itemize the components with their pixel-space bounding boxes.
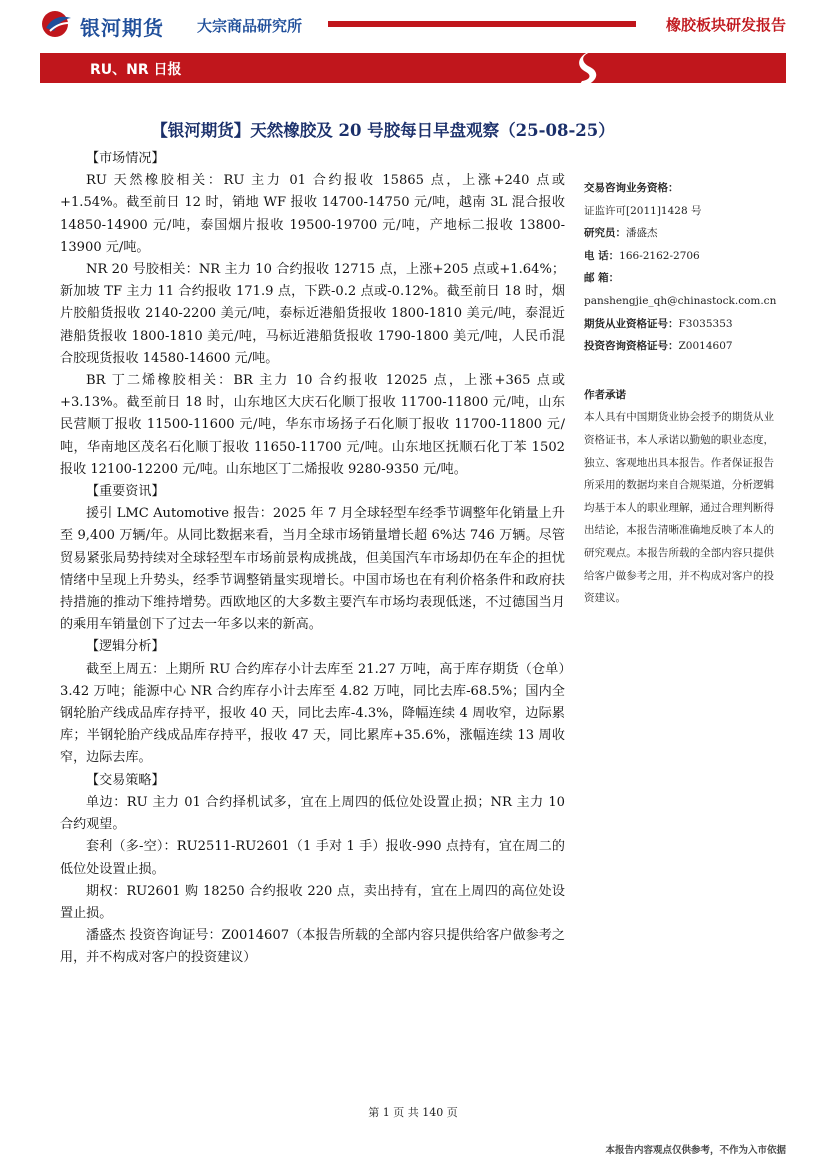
paragraph: 单边：RU 主力 01 合约择机试多，宜在上周四的低位处设置止损；NR 主力 10 合约观望。 [60,794,565,833]
banner-title: RU、NR 日报 [90,62,182,78]
report-body [60,148,565,970]
report-type: 橡胶板块研发报告 [665,16,786,34]
phone-value: 166-2162-2706 [619,249,700,262]
futures-cert-value: F3035353 [678,317,733,330]
section-logic [60,636,565,769]
paragraph: NR 20 号胶相关：NR 主力 10 合约报收 12715 点，上涨+205 点或+1.64%；新加坡 TF 主力 11 合约报收 171.9 点，下跌-0.2 点或-0.12%。截至前日 18 时，烟片胶船货报收 2140-2200 美元/吨，泰标近港船货报收 1800-1810 美元/吨，泰混近港船货报收 1800-1810 美元/吨，马标近港船货报收 1790-1800 美元/吨，人民币混合胶现货报收 14580-14600 元/吨。 [60,262,565,366]
section-heading: 【市场情况】 [86,151,165,166]
paragraph: 援引 LMC Automotive 报告：2025 年 7 月全球轻型车经季节调整年化销量上升至 9,400 万辆/年。从同比数据来看，当月全球市场销量增长超 6%达 746 万辆。尽管贸易紧张局势持续对全球轻型车市场前景构成挑战，但美国汽车市场却仍在车企的担忧情绪中呈现上升势头，经季节调整销量实现增长。中国市场也在有利价格条件和政府扶持措施的推动下维持增势。西欧地区的大多数主要汽车市场均表现低迷，不过德国当月的乘用车销量创下了过去一年多以来的新高。 [60,506,565,633]
promise-title: 作者承诺 [584,388,626,401]
qualification-label: 交易咨询业务资格： [584,182,679,194]
paragraph: 潘盛杰 投资咨询证号：Z0014607（本报告所载的全部内容只提供给客户做参考之用，并不构成对客户的投资建议） [60,928,565,966]
paragraph: BR 丁二烯橡胶相关：BR 主力 10 合约报收 12025 点，上涨+365 点或+3.13%。截至前日 18 时，山东地区大庆石化顺丁报收 11700-11800 元/吨，山东民营顺丁报收 11500-11600 元/吨，华东市场扬子石化顺丁报收 11700-11800 元/吨，华南地区茂名石化顺丁报收 11650-11700 元/吨。山东地区抚顺石化丁苯 1502 报收 12100-12200 元/吨。山东地区丁二烯报收 9280-9350 元/吨。 [60,373,565,477]
s-swoosh-icon [560,53,620,83]
researcher-name: 潘盛杰 [626,227,658,240]
section-heading: 【重要资讯】 [86,484,165,500]
invest-cert-value: Z0014607 [678,340,733,353]
galaxy-logo-icon [40,9,74,39]
paragraph: 截至上周五：上期所 RU 合约库存小计去库至 21.27 万吨，高于库存期货（仓单）3.42 万吨；能源中心 NR 合约库存小计去库至 4.82 万吨，同比去库-68.5%；国内全钢轮胎产线成品库存持平，报收 40 天，同比去库-4.3%，降幅连续 4 周收窄，边际累库；半钢轮胎产线成品库存持平，报收 47 天，同比累库+35.6%，涨幅连续 13 周收窄，边际去库。 [60,661,565,766]
phone-label: 电 话： [584,249,620,262]
page-number: 第 1 页 共 140 页 [368,1106,458,1119]
paragraph: 套利（多-空）：RU2511-RU2601（1 手对 1 手）报收-990 点持有，宜在周二的低位处设置止损。 [60,839,565,877]
section-market [60,148,565,481]
section-heading: 【交易策略】 [86,772,165,788]
page-title: 【银河期货】天然橡胶及 20 号胶每日早盘观察（25-08-25） [151,121,615,140]
paragraph: RU 天然橡胶相关：RU 主力 01 合约报收 15865 点，上涨+240 点或+1.54%。截至前日 12 时，销地 WF 报收 14700-14750 元/吨，越南 3L 混合报收 14850-14900 元/吨，泰国烟片报收 19500-19700 元/吨，产地标二报收 13800-13900 元/吨。 [60,173,565,255]
section-news [60,481,565,636]
researcher-label: 研究员： [584,227,626,240]
invest-cert-label: 投资咨询资格证号： [584,340,679,353]
brand-name: 银河期货 [80,16,164,40]
institute-name: 大宗商品研究所 [197,17,303,35]
footer-disclaimer: 本报告内容观点仅供参考，不作为入市依据 [605,1145,786,1156]
section-heading: 【逻辑分析】 [86,639,165,655]
email-label: 邮 箱： [584,272,620,285]
section-strategy [60,770,565,970]
author-sidebar [584,177,777,610]
paragraph: 期权：RU2601 购 18250 合约报收 220 点，卖出持有，宜在上周四的高位处设置止损。 [60,883,565,921]
qualification-value: 证监许可[2011]1428 号 [584,204,702,217]
email-value: panshengjie_qh@chinastock.com.cn [584,294,777,307]
header-divider [328,21,636,27]
promise-text: 本人具有中国期货业协会授予的期货从业资格证书，本人承诺以勤勉的职业态度，独立、客观地出具本报告。作者保证报告所采用的数据均来自合规渠道，分析逻辑均基于本人的职业理解，通过合理判断得出结论，本报告清晰准确地反映了本人的研究观点。本报告所载的全部内容只提供给客户做参考之用，并不构成对客户的投资建议。 [584,411,774,605]
report-banner [40,53,786,83]
futures-cert-label: 期货从业资格证号： [584,317,679,330]
